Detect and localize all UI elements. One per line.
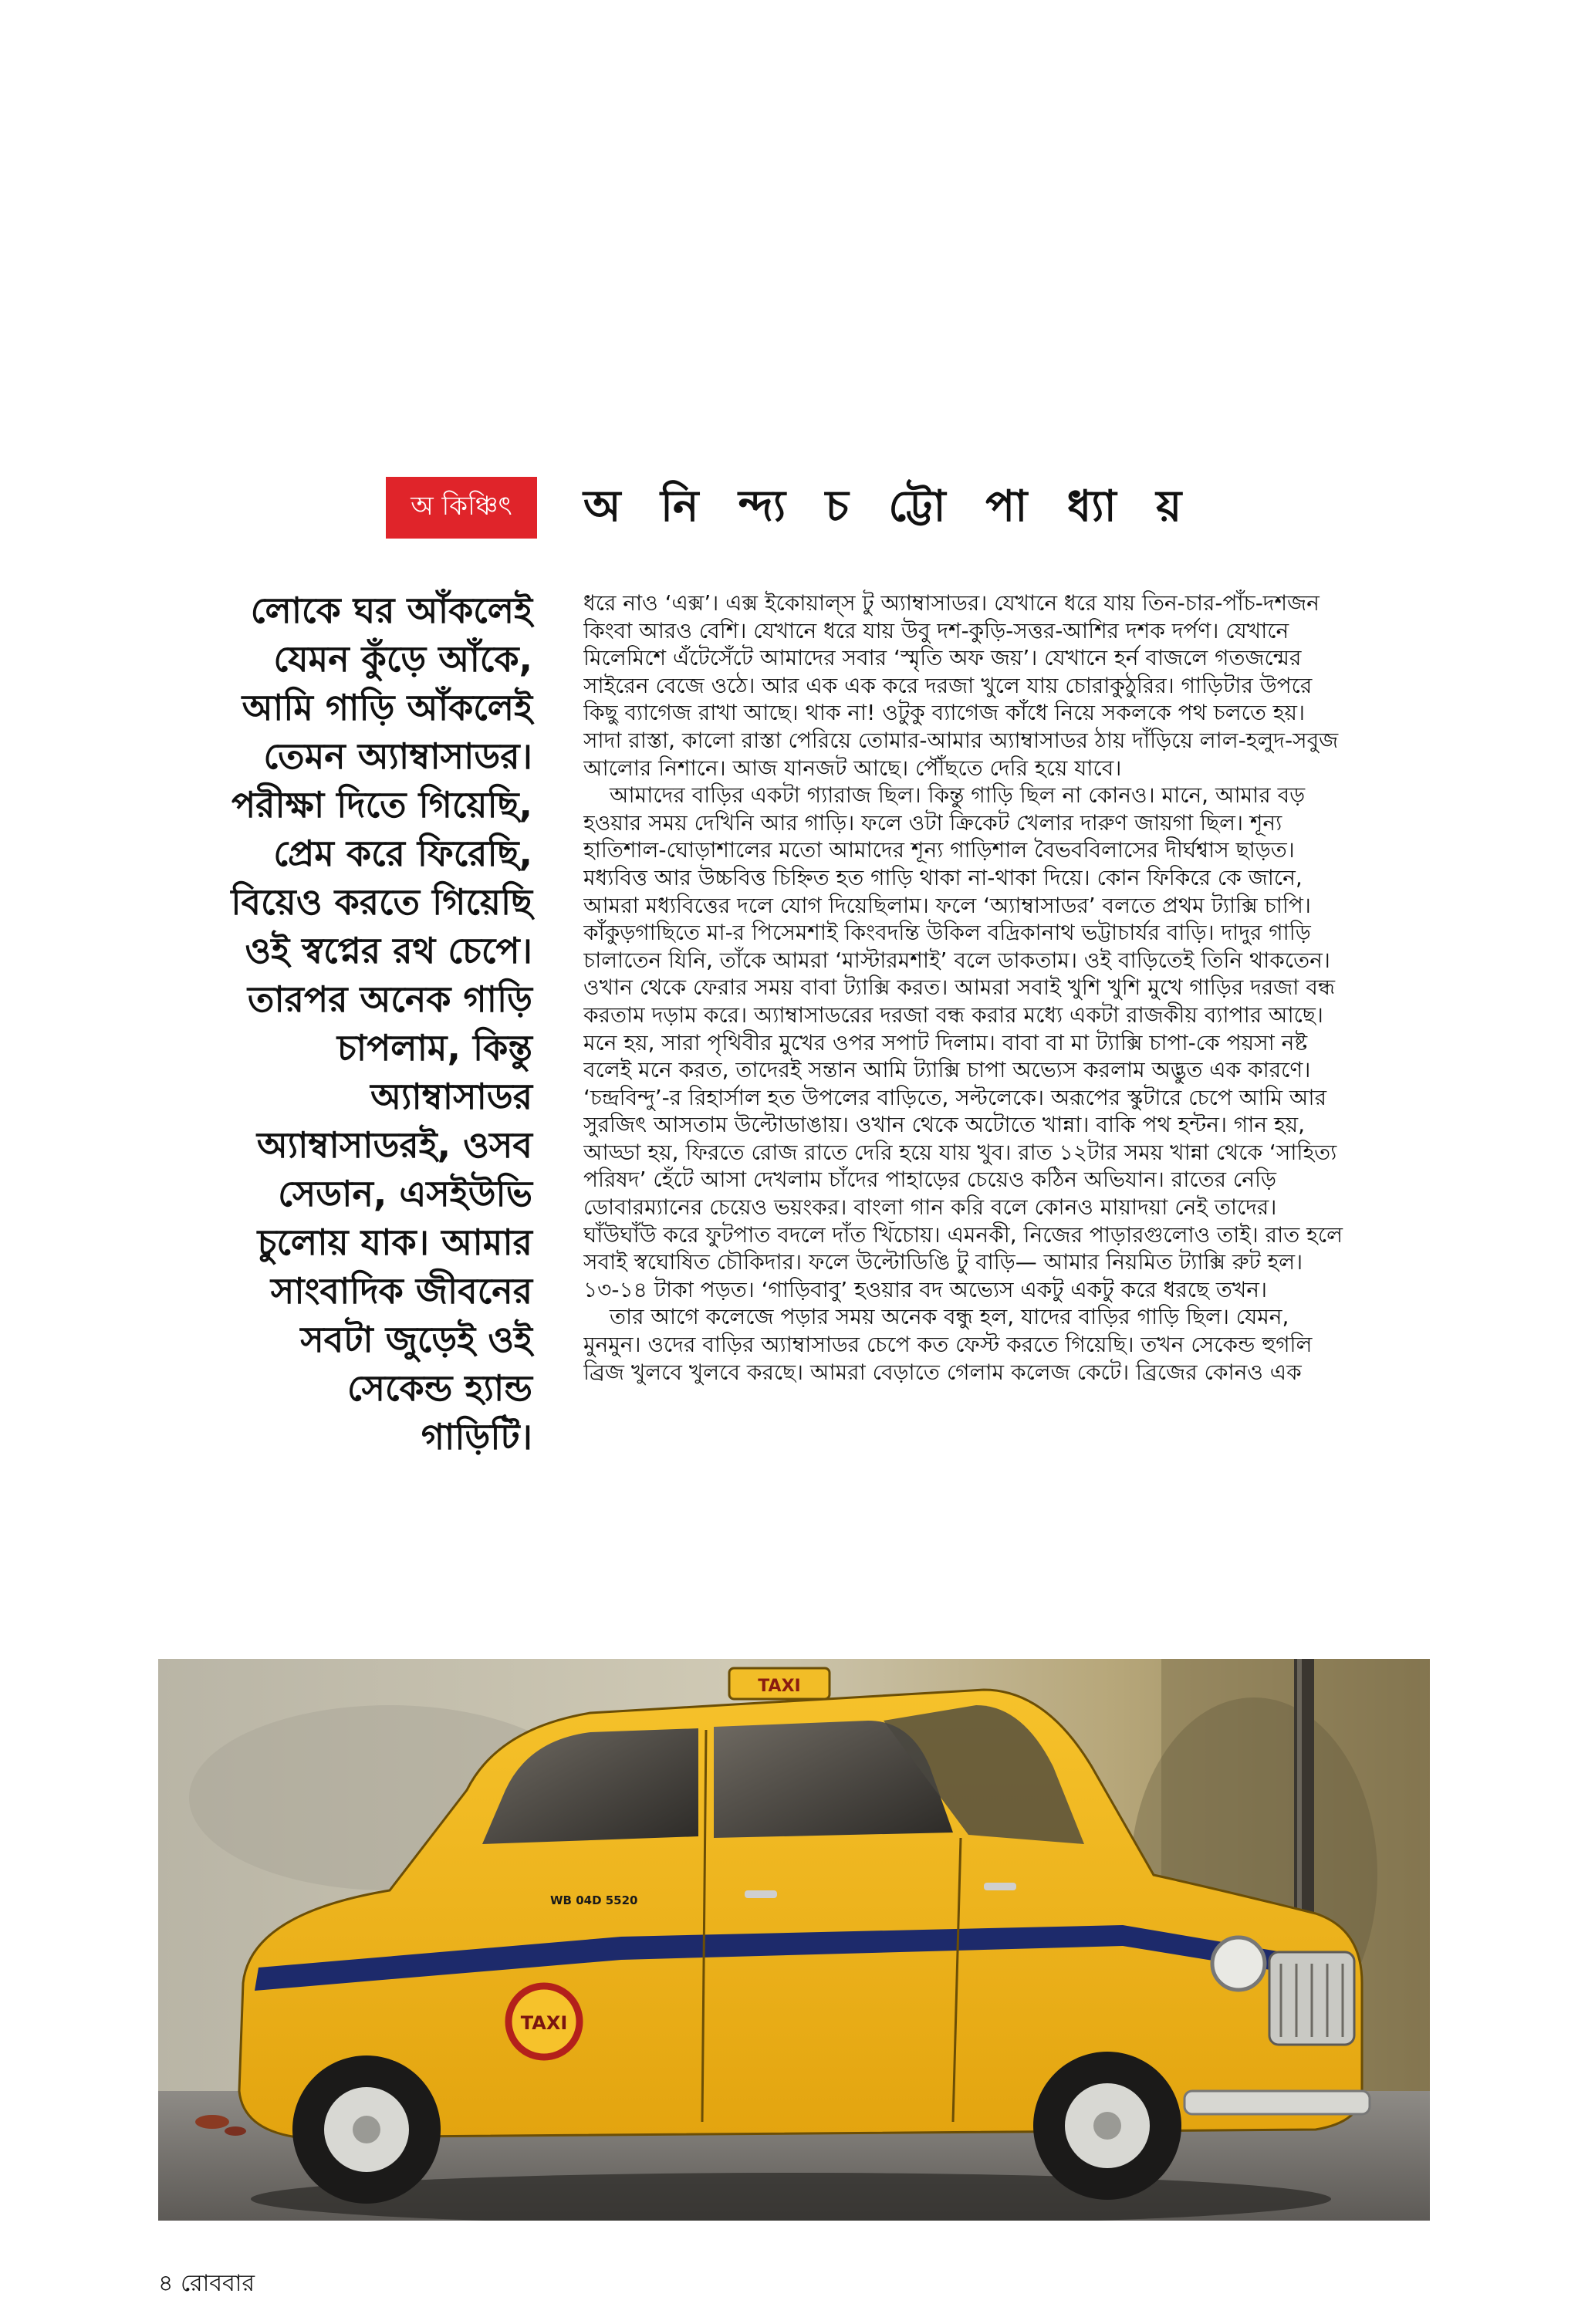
article-line: ১৩-১৪ টাকা পড়ত। ‘গাড়িবাবু’ হওয়ার বদ অভ্যেস একটু একটু করে ধরছে তখন। bbox=[583, 1276, 1267, 1302]
article-line: কিছু ব্যাগেজ রাখা আছে। থাক না! ওটুকু ব্যাগেজ কাঁধে নিয়ে সকলকে পথ চলতে হয়। bbox=[583, 700, 1305, 726]
article-line: সাইরেন বেজে ওঠে। আর এক এক করে দরজা খুলে যায় চোরাকুঠুরির। গাড়িটার উপরে bbox=[583, 672, 1313, 698]
article-line: হাতিশাল-ঘোড়াশালের মতো আমাদের শূন্য গাড়িশাল বৈভববিলাসের দীর্ঘশ্বাস ছাড়ত। bbox=[583, 837, 1295, 863]
article-line: ওখান থেকে ফেরার সময় বাবা ট্যাক্সি করত। আমরা সবাই খুশি খুশি মুখে গাড়ির দরজা বন্ধ bbox=[583, 975, 1336, 1001]
pull-quote-line: চাপলাম, কিন্তু bbox=[336, 1027, 532, 1069]
pull-quote-line: ওই স্বপ্নের রথ চেপে। bbox=[245, 930, 532, 971]
article-line: পরিষদ’ হেঁটে আসা দেখলাম চাঁদের পাহাড়ের চেয়েও কঠিন অভিযান। রাতের নেড়ি bbox=[583, 1167, 1276, 1193]
pull-quote-line: সাংবাদিক জীবনের bbox=[270, 1270, 532, 1312]
article-line: করতাম দড়াম করে। অ্যাম্বাসাডরের দরজা বন্ধ করার মধ্যে একটা রাজকীয় ব্যাপার আছে। bbox=[583, 1002, 1323, 1028]
article-line: ধরে নাও ‘এক্স’। এক্স ইকোয়াল্‌স টু অ্যাম্বাসাডর। যেখানে ধরে যায় তিন-চার-পাঁচ-দশজন bbox=[583, 590, 1320, 616]
pull-quote-line: সবটা জুড়েই ওই bbox=[300, 1319, 532, 1360]
author-byline: অ নি ন্দ্য চ ট্টো পা ধ্যা য় bbox=[583, 481, 1195, 532]
article-line: সবাই স্বঘোষিত চৌকিদার। ফলে উল্টোডিঙি টু বাড়ি— আমার নিয়মিত ট্যাক্সি রুট হল। bbox=[583, 1249, 1303, 1275]
pull-quote-line: যেমন কুঁড়ে আঁকে, bbox=[273, 638, 532, 680]
pull-quote-line: সেকেন্ড হ্যান্ড bbox=[346, 1367, 532, 1409]
article-line: হওয়ার সময় দেখিনি আর গাড়ি। ফলে ওটা ক্রিকেট খেলার দারুণ জায়গা ছিল। শূন্য bbox=[583, 809, 1282, 836]
article-line: চালাতেন যিনি, তাঁকে আমরা ‘মাস্টারমশাই’ বলে ডাকতাম। ওই বাড়িতেই তিনি থাকতেন। bbox=[583, 947, 1330, 973]
pull-quote-line: অ্যাম্বাসাডরই, ওসব bbox=[256, 1124, 532, 1166]
pull-quote bbox=[147, 586, 532, 1461]
article-line: মিলেমিশে এঁটেসেঁটে আমাদের সবার ‘স্মৃতি অফ জয়’। যেখানে হর্ন বাজলে গতজন্মের bbox=[583, 645, 1302, 671]
article-line: কিংবা আরও বেশি। যেখানে ধরে যায় উবু দশ-কুড়ি-সত্তর-আশির দশক দর্পণ। যেখানে bbox=[583, 617, 1289, 643]
pull-quote-line: অ্যাম্বাসাডর bbox=[370, 1076, 532, 1117]
pull-quote-line: বিয়েও করতে গিয়েছি bbox=[231, 881, 532, 923]
article-line: বলেই মনে করত, তাদেরই সন্তান আমি ট্যাক্সি চাপা অভ্যেস করলাম অদ্ভুত এক কারণে। bbox=[583, 1057, 1311, 1083]
front-bumper bbox=[1184, 2091, 1370, 2114]
pull-quote-line: তারপর অনেক গাড়ি bbox=[247, 978, 532, 1020]
article-line: ব্রিজ খুলবে খুলবে করছে। আমরা বেড়াতে গেলাম কলেজ কেটে। ব্রিজের কোনও এক bbox=[583, 1359, 1302, 1385]
pull-quote-line: লোকে ঘর আঁকলেই bbox=[250, 589, 532, 631]
article-line: আমরা মধ্যবিত্তের দলে যোগ দিয়েছিলাম। ফলে ‘অ্যাম্বাসাডর’ বলতে প্রথম ট্যাক্সি চাপি। bbox=[583, 892, 1311, 918]
pull-quote-line: চুলোয় যাক। আমার bbox=[257, 1221, 532, 1263]
section-tag: অ কিঞ্চিৎ bbox=[386, 477, 537, 539]
pull-quote-line: তেমন অ্যাম্বাসাডর। bbox=[263, 735, 532, 777]
article-body bbox=[583, 589, 1440, 1386]
article-line: সুরজিৎ আসতাম উল্টোডাঙায়। ওখান থেকে অটোতে খান্না। বাকি পথ হন্টন। গান হয়, bbox=[583, 1112, 1306, 1138]
article-line: মধ্যবিত্ত আর উচ্চবিত্ত চিহ্নিত হত গাড়ি থাকা না-থাকা দিয়ে। কোন ফিকিরে কে জানে, bbox=[583, 864, 1303, 890]
page-folio: ৪ রোববার bbox=[158, 2270, 255, 2297]
roof-sign-label: TAXI bbox=[758, 1677, 801, 1696]
article-line: ‘চন্দ্রবিন্দু’-র রিহার্সাল হত উপলের বাড়িতে, সল্টলেকে। অরূপের স্কুটারে চেপে আমি আর bbox=[583, 1084, 1326, 1110]
article-line: কাঁকুড়গাছিতে মা-র পিসেমশাই কিংবদন্তি উকিল বদ্রিকানাথ ভট্টাচার্যর বাড়ি। দাদুর গাড়ি bbox=[583, 920, 1311, 946]
pull-quote-line: প্রেম করে ফিরেছি, bbox=[273, 833, 532, 874]
article-line: মুনমুন। ওদের বাড়ির অ্যাম্বাসাডর চেপে কত ফেস্ট করতে গিয়েছি। তখন সেকেন্ড হুগলি bbox=[583, 1332, 1313, 1358]
article-line: আলোর নিশানে। আজ যানজট আছে। পৌঁছতে দেরি হয়ে যাবে। bbox=[583, 755, 1122, 781]
pull-quote-line: গাড়িটি। bbox=[421, 1416, 532, 1458]
headlight bbox=[1212, 1937, 1265, 1990]
article-line: মনে হয়, সারা পৃথিবীর মুখের ওপর সপাট দিলাম। বাবা বা মা ট্যাক্সি চাপা-কে পয়সা নষ্ট bbox=[583, 1029, 1308, 1056]
article-line: ঘাঁউঘাঁউ করে ফুটপাত বদলে দাঁত খিঁচোয়। এমনকী, নিজের পাড়ারগুলোও তাই। রাত হলে bbox=[583, 1221, 1343, 1248]
article-line: সাদা রাস্তা, কালো রাস্তা পেরিয়ে তোমার-আমার অ্যাম্বাসাডর ঠায় দাঁড়িয়ে লাল-হলুদ-সবুজ bbox=[583, 727, 1339, 753]
pull-quote-line: সেডান, এসইউভি bbox=[278, 1173, 532, 1214]
taxi-photo bbox=[158, 1659, 1430, 2221]
article-line: আড্ডা হয়, ফিরতে রোজ রাতে দেরি হয়ে যায় খুব। রাত ১২টার সময় খান্না থেকে ‘সাহিত্য bbox=[583, 1139, 1337, 1165]
door-logo-label: TAXI bbox=[520, 2012, 568, 2034]
pull-quote-line: পরীক্ষা দিতে গিয়েছি, bbox=[231, 784, 532, 826]
side-plate-text: WB 04D 5520 bbox=[550, 1893, 638, 1907]
article-line: আমাদের বাড়ির একটা গ্যারাজ ছিল। কিন্তু গাড়ি ছিল না কোনও। মানে, আমার বড় bbox=[610, 782, 1306, 809]
pull-quote-line: আমি গাড়ি আঁকলেই bbox=[242, 687, 532, 728]
article-line: তার আগে কলেজে পড়ার সময় অনেক বন্ধু হল, যাদের বাড়ির গাড়ি ছিল। যেমন, bbox=[610, 1304, 1289, 1330]
ambassador-taxi-image bbox=[158, 1659, 1430, 2221]
article-line: ডোবারম্যানের চেয়েও ভয়ংকর। বাংলা গান করি বলে কোনও মায়াদয়া নেই তাদের। bbox=[583, 1194, 1277, 1221]
